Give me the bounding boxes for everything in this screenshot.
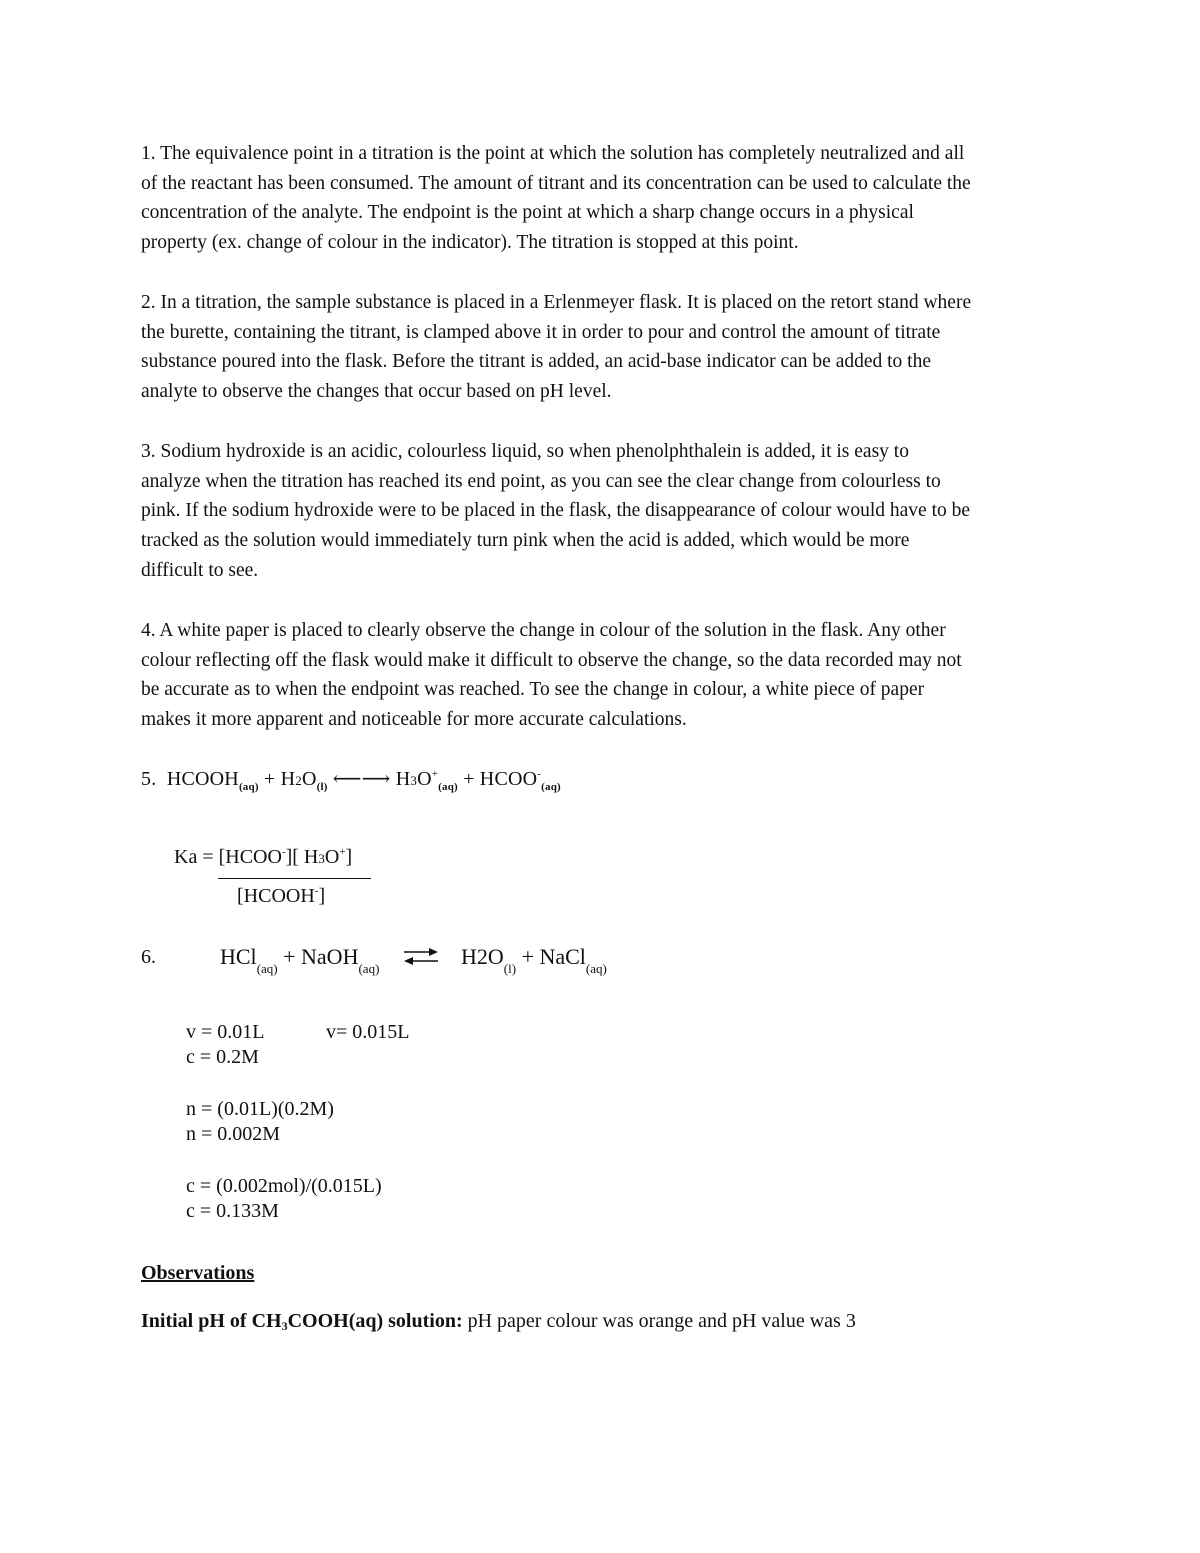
answer-2-line: substance poured into the flask. Before the titrant is added, an acid-base indicator can be added to the	[141, 351, 932, 373]
calc-c: c = (0.002mol)/(0.015L)	[186, 1175, 382, 1197]
answer-2-line: the burette, containing the titrant, is clamped above it in order to pour and control the amount of titrate	[141, 321, 941, 343]
plus-sign: +	[463, 768, 475, 790]
initial-ph-line	[141, 1310, 856, 1334]
answer-3-line: difficult to see.	[141, 559, 259, 581]
ka-text: ]	[345, 846, 353, 868]
formula-water: H	[280, 768, 296, 790]
answer-4-line: makes it more apparent and noticeable for more accurate calculations.	[141, 709, 687, 731]
equilibrium-arrow: ⟵⟶	[332, 768, 391, 790]
answer-4	[141, 616, 1081, 735]
initial-ph-label: Initial pH of CH	[141, 1310, 282, 1332]
state-subscript: (aq)	[438, 781, 458, 793]
answer-3-line: analyze when the titration has reached its end point, as you can see the clear change from colourless to	[141, 470, 941, 492]
formula-product: + NaCl	[521, 944, 586, 969]
calc-n-result: n = 0.002M	[186, 1123, 281, 1145]
answer-3	[141, 437, 1081, 586]
answer-1	[141, 139, 1081, 258]
equation-6-reactants	[220, 944, 379, 977]
initial-ph-text: pH paper colour was orange and pH value was 3	[462, 1310, 856, 1332]
subscript-digit: 3	[281, 1319, 288, 1333]
formula-reactant: + NaOH	[283, 944, 359, 969]
formula-product: H	[461, 944, 477, 969]
equation-6-products	[461, 944, 607, 977]
formula-product-o: O	[487, 944, 504, 969]
state-subscript: (aq)	[541, 781, 561, 793]
answer-4-line: colour reflecting off the flask would make it difficult to observe the change, so the data recorded may not	[141, 649, 962, 671]
answer-2-line: analyte to observe the changes that occur based on pH level.	[141, 381, 612, 403]
state-subscript: (aq)	[585, 961, 607, 976]
ka-denominator	[237, 885, 325, 908]
answer-3-line: pink. If the sodium hydroxide were to be placed in the flask, the disappearance of colour would have to be	[141, 500, 971, 522]
formula-product-o: O	[417, 768, 432, 790]
answer-1-line: of the reactant has been consumed. The amount of titrant and its concentration can be used to calculate the	[141, 172, 971, 194]
state-subscript: (aq)	[358, 961, 380, 976]
ka-text: [HCOOH	[237, 885, 315, 907]
calc-n: n = (0.01L)(0.2M)	[186, 1098, 334, 1120]
formula-reactant: HCl	[220, 944, 257, 969]
ka-text: O	[324, 846, 340, 868]
charge-superscript: -	[537, 768, 542, 780]
fraction-bar	[218, 878, 371, 879]
formula-reactant: HCOOH	[166, 768, 239, 790]
subscript-digit: 2	[295, 773, 302, 788]
formula-water-o: O	[301, 768, 317, 790]
answer-2	[141, 288, 1081, 407]
answer-1-line: 1. The equivalence point in a titration is the point at which the solution has completely neutralized and all	[141, 143, 965, 164]
ka-numerator	[174, 846, 352, 869]
state-subscript: (l)	[316, 781, 328, 793]
state-subscript: (aq)	[256, 961, 278, 976]
ka-text: ][ H	[285, 846, 319, 868]
state-subscript: (aq)	[238, 781, 259, 793]
answer-4-line: be accurate as to when the endpoint was reached. To see the change in colour, a white piece of paper	[141, 679, 925, 701]
calc-c-result: c = 0.133M	[186, 1200, 279, 1222]
observations-heading: Observations	[141, 1262, 255, 1284]
question-number: 6.	[141, 946, 156, 968]
question-number: 5.	[141, 768, 157, 790]
answer-3-line: 3. Sodium hydroxide is an acidic, colourless liquid, so when phenolphthalein is added, it is easy to	[141, 441, 909, 462]
charge-superscript: -	[281, 846, 286, 858]
charge-superscript: +	[339, 846, 346, 858]
subscript-digit: 3	[318, 851, 325, 866]
subscript-digit: 3	[410, 773, 418, 788]
plus-sign: +	[263, 768, 276, 790]
charge-superscript: -	[314, 885, 319, 897]
charge-superscript: +	[431, 768, 439, 780]
state-subscript: (l)	[503, 961, 517, 976]
ka-text: Ka = [HCOO	[174, 846, 282, 868]
answer-4-line: 4. A white paper is placed to clearly observe the change in colour of the solution in the flask. Any other	[141, 620, 946, 641]
ka-text: ]	[318, 885, 326, 907]
initial-ph-label-end: COOH(aq) solution:	[287, 1310, 463, 1332]
subscript-digit: 2	[476, 944, 488, 969]
calc-v1: v = 0.01L	[186, 1021, 265, 1043]
equation-5	[141, 766, 561, 793]
calc-c1: c = 0.2M	[186, 1046, 259, 1068]
answer-1-line: property (ex. change of colour in the indicator). The titration is stopped at this point.	[141, 232, 799, 254]
formula-product: H	[395, 768, 411, 790]
formula-product: HCOO	[479, 768, 538, 790]
answer-2-line: 2. In a titration, the sample substance is placed in a Erlenmeyer flask. It is placed on the retort stand where	[141, 292, 972, 313]
answer-1-line: concentration of the analyte. The endpoint is the point at which a sharp change occurs in a physical	[141, 202, 914, 224]
equilibrium-arrows-icon	[402, 945, 440, 967]
answer-3-line: tracked as the solution would immediately turn pink when the acid is added, which would be more	[141, 530, 910, 552]
calc-v2: v= 0.015L	[326, 1021, 410, 1043]
